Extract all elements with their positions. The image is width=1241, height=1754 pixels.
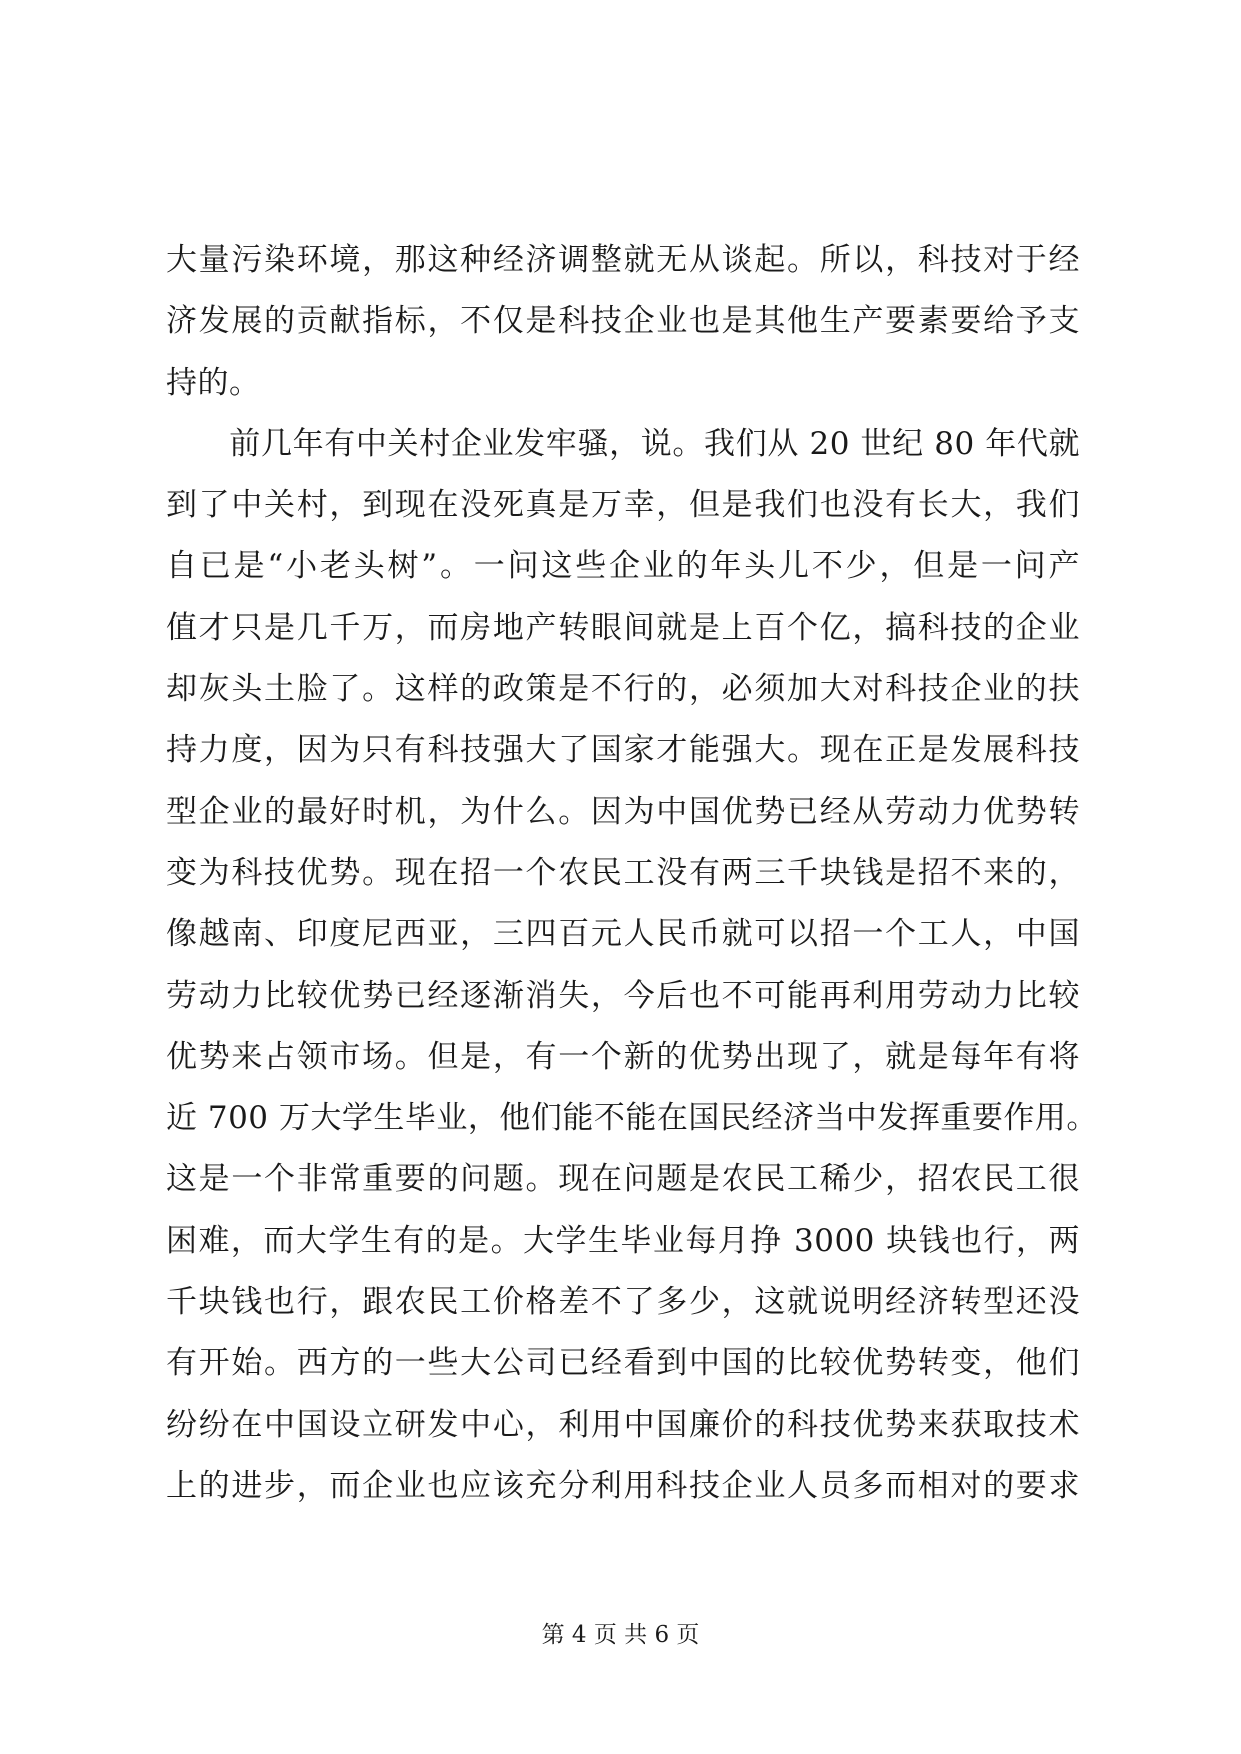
text-line: 持的。 [166, 364, 261, 401]
text-line: 有开始。西方的一些大公司已经看到中国的比较优势转变，他们 [166, 1345, 1080, 1382]
text-line: 这是一个非常重要的问题。现在问题是农民工稀少，招农民工很 [166, 1161, 1080, 1198]
page-number-label: 第 4 页 共 6 页 [541, 1622, 700, 1648]
text-line: 变为科技优势。现在招一个农民工没有两三千块钱是招不来的， [166, 854, 1080, 891]
body-text [166, 230, 1098, 1517]
text-line: 却灰头土脸了。这样的政策是不行的，必须加大对科技企业的扶 [166, 671, 1080, 708]
text-line: 到了中关村，到现在没死真是万幸，但是我们也没有长大，我们 [166, 487, 1080, 524]
page-footer [0, 1620, 1241, 1650]
text-line: 像越南、印度尼西亚，三四百元人民币就可以招一个工人，中国 [166, 916, 1080, 953]
text-line: 自已是“小老头树”。一问这些企业的年头儿不少，但是一问产 [166, 548, 1080, 585]
text-line: 优势来占领市场。但是，有一个新的优势出现了，就是每年有将 [166, 1038, 1080, 1075]
text-line: 值才只是几千万，而房地产转眼间就是上百个亿，搞科技的企业 [166, 609, 1080, 646]
text-line: 型企业的最好时机，为什么。因为中国优势已经从劳动力优势转 [166, 793, 1080, 830]
text-line: 大量污染环境，那这种经济调整就无从谈起。所以，科技对于经 [166, 242, 1080, 278]
text-line: 济发展的贡献指标，不仅是科技企业也是其他生产要素要给予支 [166, 303, 1080, 340]
text-line: 持力度，因为只有科技强大了国家才能强大。现在正是发展科技 [166, 732, 1080, 769]
text-line: 纷纷在中国设立研发中心，利用中国廉价的科技优势来获取技术 [166, 1406, 1080, 1443]
text-line: 千块钱也行，跟农民工价格差不了多少，这就说明经济转型还没 [166, 1284, 1080, 1321]
text-line: 困难，而大学生有的是。大学生毕业每月挣 3000 块钱也行，两 [166, 1222, 1080, 1259]
text-line: 劳动力比较优势已经逐渐消失，今后也不可能再利用劳动力比较 [166, 977, 1080, 1014]
text-line: 近 700 万大学生毕业，他们能不能在国民经济当中发挥重要作用。 [166, 1100, 1098, 1137]
text-line: 前几年有中关村企业发牢骚，说。我们从 20 世纪 80 年代就 [166, 425, 1080, 462]
text-line: 上的进步，而企业也应该充分利用科技企业人员多而相对的要求 [166, 1467, 1080, 1504]
